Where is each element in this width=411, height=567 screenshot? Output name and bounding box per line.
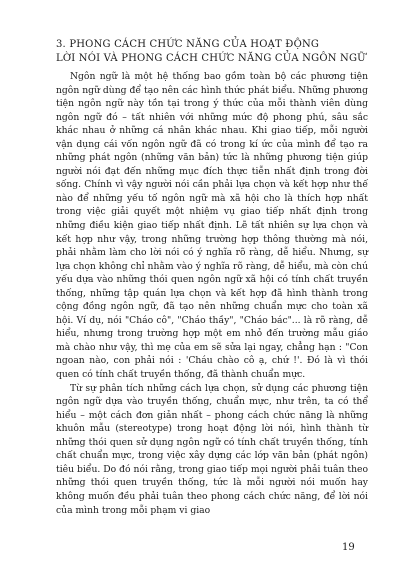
page-number: 19 (342, 542, 355, 553)
heading-line-2: LỜI NÓI VÀ PHONG CÁCH CHỨC NĂNG CỦA NGÔN NGỮ (56, 53, 366, 64)
heading-line-1: 3. PHONG CÁCH CHỨC NĂNG CỦA HOẠT ĐỘNG (56, 39, 320, 50)
paragraph-1: Ngôn ngữ là một hệ thống bao gồm toàn bộ các phương tiện ngôn ngữ dùng để tạo nên các hình thức phát biểu. Những phương tiện ngôn ngữ này tồn tại trong ý thức của mỗi thành viên dùng ngôn ngữ đó – tất nhiên với những mức độ phong phú, sâu sắc khác nhau ở những cá nhân khác nhau. Khi giao tiếp, mỗi người vận dụng cái vốn ngôn ngữ đã có trong kí ức của mình để tạo ra những phát ngôn (những văn bản) tức là những phương tiện giúp người nói đạt đến những mục đích thực tiễn nhất định trong đời sống. Chính vì vậy người nói cần phải lựa chọn và kết hợp như thế nào để những yếu tố ngôn ngữ mà xã hội cho là thích hợp nhất trong việc giải quyết một nhiệm vụ giao tiếp nhất định trong những điều kiện giao tiếp nhất định. Lẽ tất nhiên sự lựa chọn và kết hợp như vậy, trong những trường hợp thông thường mà nói, phải nhằm làm cho lời nói có ý nghĩa rõ ràng, dễ hiểu. Nhưng, sự lựa chọn không chỉ nhằm vào ý nghĩa rõ ràng, dễ hiểu, mà còn chú yếu dựa vào những thói quen ngôn ngữ xã hội có tính chất truyền thống, những tập quán lựa chọn và kết hợp đã hình thành trong cộng đồng ngôn ngữ, đã tạo nên những chuẩn mực cho toàn xã hội. Ví dụ, nói "Cháo cô", "Cháo thầy", "Cháo bác"... là rõ ràng, dễ hiểu, nhưng trong trường hợp một em nhỏ đến trường mẫu giáo mà chào như vậy, thì mẹ của em sẽ sửa lại ngay, chẳng hạn : "Con ngoan nào, con phải nói : 'Cháu chào cô ạ, chứ !'. Đó là vì thói quen có tính chất truyền thống, đã thành chuẩn mực. (56, 71, 368, 381)
section-heading (56, 38, 396, 66)
body-text (56, 70, 368, 517)
paragraph-2: Từ sự phân tích những cách lựa chọn, sử dụng các phương tiện ngôn ngữ dựa vào truyền thống, chuẩn mực, như trên, ta có thể hiểu – một cách đơn giản nhất – phong cách chức năng là những khuôn mẫu (stereotype) trong hoạt động lời nói, hình thành từ những thói quen sử dụng ngôn ngữ có tính chất truyền thống, tính chất chuẩn mực, trong việc xây dựng các lớp văn bản (phát ngôn) tiêu biểu. Do đó nói rằng, trong giao tiếp mọi người phải tuân theo những thói quen truyền thống, tức là mỗi người nói muốn hay không muốn đều phải tuân theo phong cách chức năng, để lời nói của mình trong mỗi phạm vi giao (56, 382, 368, 516)
